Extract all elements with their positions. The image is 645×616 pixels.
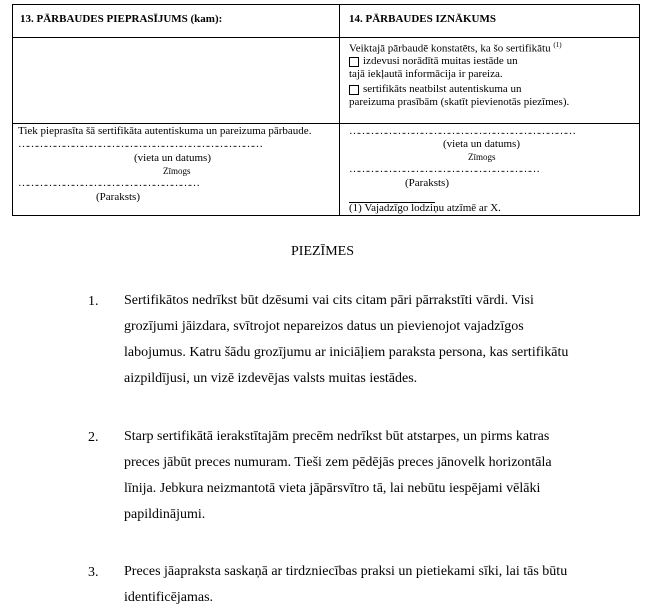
box13-place-date-line: ………………………………………………………………………: [18, 138, 261, 150]
box14-intro-text: Veiktajā pārbaudē konstatēts, ka šo sertifikātu: [349, 42, 551, 55]
box14-intro: [349, 41, 562, 55]
option1-line1: izdevusi norādītā muitas iestāde un: [363, 55, 518, 67]
note-line: papildinājumi.: [124, 507, 206, 522]
note-line: preces jābūt preces numuram. Tieši zem pēdējās preces jānovelk horizontāla: [124, 455, 552, 470]
note-line: identificējamas.: [124, 590, 214, 605]
note-line: Starp sertifikātā ierakstītajām precēm nedrīkst būt atstarpes, un pirms katras: [124, 429, 550, 444]
note-line: aizpildījusi, un vizē izdevējas valsts muitas iestādes.: [124, 371, 418, 386]
note-paragraph: [124, 559, 614, 611]
option2-line1: sertifikāts neatbilst autentiskuma un: [363, 83, 522, 95]
header-divider: [13, 37, 639, 38]
box13-stamp-label: Zīmogs: [163, 166, 191, 176]
note-number: 1.: [88, 294, 99, 309]
note-line: Sertifikātos nedrīkst būt dzēsumi vai cits citam pāri pārrakstīti vārdi. Visi: [124, 293, 534, 308]
box14-place-date-line: …………………………………………………………………: [349, 125, 574, 137]
note-number: 3.: [88, 565, 99, 580]
checkbox-authentic[interactable]: [349, 57, 359, 67]
box14-header: 14. PĀRBAUDES IZNĀKUMS: [349, 13, 496, 25]
box14-signature-line: ………………………………………………………: [349, 163, 538, 175]
verification-form: [12, 4, 640, 216]
notes-title: PIEZĪMES: [291, 244, 354, 259]
box14-place-date-label: (vieta un datums): [443, 138, 520, 150]
note-line: grozījumi jāizdara, svītrojot nepareizos datus un pievienojot vajadzīgos: [124, 319, 524, 334]
middle-divider: [13, 123, 639, 124]
note-line: Preces jāapraksta saskaņā ar tirdzniecības praksi un pietiekami sīki, lai tās būtu: [124, 564, 568, 579]
option1-line2: tajā iekļautā informācija ir pareiza.: [349, 68, 503, 80]
box14-stamp-label: Zīmogs: [468, 152, 496, 162]
box13-place-date-label: (vieta un datums): [134, 152, 211, 164]
note-paragraph: [124, 288, 614, 392]
box13-signature-line: ……………………………………………………: [18, 177, 198, 189]
note-paragraph: [124, 424, 614, 528]
box13-signature-label: (Paraksts): [96, 191, 140, 203]
box14-footnote: (1) Vajadzīgo lodziņu atzīmē ar X.: [349, 202, 501, 214]
box13-request-text: Tiek pieprasīta šā sertifikāta autentiskuma un pareizuma pārbaude.: [18, 125, 312, 137]
box14-signature-label: (Paraksts): [405, 177, 449, 189]
note-line: līnija. Jebkura neizmantotā vieta jāpārsvītro tā, lai nebūtu iespējami vēlāki: [124, 481, 541, 496]
note-line: labojumus. Katru šādu grozījumu ar iniciāļiem paraksta persona, kas sertifikātu: [124, 345, 569, 360]
footnote-marker: (1): [553, 41, 562, 49]
box13-header: 13. PĀRBAUDES PIEPRASĪJUMS (kam):: [20, 13, 223, 25]
note-number: 2.: [88, 430, 99, 445]
option2-line2: pareizuma prasībām (skatīt pievienotās piezīmes).: [349, 96, 570, 108]
checkbox-not-authentic[interactable]: [349, 85, 359, 95]
